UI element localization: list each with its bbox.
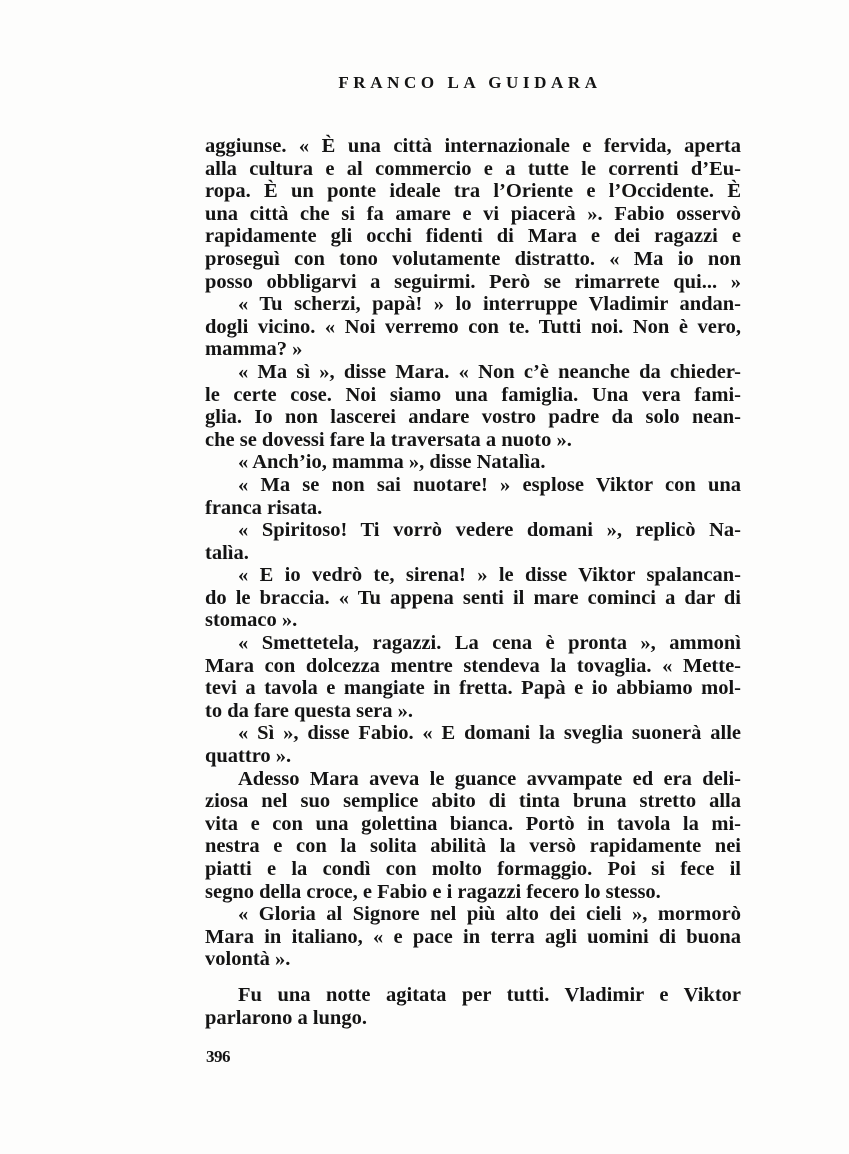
text-line: nestra e con la solita abilità la versò rapidamente nei <box>205 835 741 858</box>
text-line: to da fare questa sera ». <box>205 699 414 722</box>
text-line: parlarono a lungo. <box>205 1006 367 1029</box>
text-line: Adesso Mara aveva le guance avvampate ed era deli- <box>238 767 741 790</box>
text-line: una città che si fa amare e vi piacerà ». Fabio osservò <box>205 202 741 225</box>
text-line: « Gloria al Signore nel più alto dei cieli », mormorò <box>238 903 741 926</box>
text-line: « Anch’io, mamma », disse Natalìa. <box>238 451 546 474</box>
text-line: che se dovessi fare la traversata a nuoto ». <box>205 428 572 451</box>
text-line: volontà ». <box>205 948 291 971</box>
page-number: 396 <box>206 1047 230 1066</box>
text-line: « Sì », disse Fabio. « E domani la sveglia suonerà alle <box>238 722 741 745</box>
text-line: do le braccia. « Tu appena senti il mare cominci a dar di <box>205 586 741 609</box>
running-head: FRANCO LA GUIDARA <box>338 73 602 92</box>
text-line: « Ma sì », disse Mara. « Non c’è neanche da chieder- <box>238 360 741 383</box>
text-line: ziosa nel suo semplice abito di tinta bruna stretto alla <box>205 790 741 813</box>
text-line: segno della croce, e Fabio e i ragazzi fecero lo stesso. <box>205 880 661 903</box>
text-line: le certe cose. Noi siamo una famiglia. Una vera fami- <box>205 383 741 406</box>
text-line: talìa. <box>205 541 249 564</box>
text-line: aggiunse. « È una città internazionale e fervida, aperta <box>205 135 741 157</box>
text-line: Fu una notte agitata per tutti. Vladimir e Viktor <box>238 983 741 1006</box>
text-line: alla cultura e al commercio e a tutte le correnti d’Eu- <box>205 157 741 180</box>
text-line: proseguì con tono volutamente distratto. « Ma io non <box>205 247 741 270</box>
text-line: stomaco ». <box>205 609 298 632</box>
text-line: piatti e la condì con molto formaggio. Poi si fece il <box>205 858 741 880</box>
text-line: ropa. È un ponte ideale tra l’Oriente e l’Occidente. È <box>205 180 741 203</box>
text-line: Mara con dolcezza mentre stendeva la tovaglia. « Mette- <box>205 654 741 677</box>
body-text <box>205 135 741 1029</box>
text-line: Mara in italiano, « e pace in terra agli uomini di buona <box>205 925 741 948</box>
text-line: tevi a tavola e mangiate in fretta. Papà e io abbiamo mol- <box>205 677 741 700</box>
text-line: « Spiritoso! Ti vorrò vedere domani », replicò Na- <box>238 519 741 542</box>
text-line: vita e con una golettina bianca. Portò in tavola la mi- <box>205 812 741 835</box>
text-line: « Tu scherzi, papà! » lo interruppe Vladimir andan- <box>238 293 741 316</box>
text-line: « Smettetela, ragazzi. La cena è pronta », ammonì <box>238 632 741 655</box>
text-line: posso obbligarvi a seguirmi. Però se rimarrete qui... » <box>205 270 741 293</box>
text-line: mamma? » <box>205 338 303 361</box>
text-line: franca risata. <box>205 496 323 519</box>
text-line: dogli vicino. « Noi verremo con te. Tutti noi. Non è vero, <box>205 315 741 338</box>
text-line: quattro ». <box>205 745 292 768</box>
text-line: « E io vedrò te, sirena! » le disse Viktor spalancan- <box>238 564 741 587</box>
text-line: « Ma se non sai nuotare! » esplose Viktor con una <box>238 473 741 496</box>
section-break <box>205 971 741 984</box>
text-line: glia. Io non lascerei andare vostro padre da solo nean- <box>205 406 741 429</box>
text-line: rapidamente gli occhi fidenti di Mara e dei ragazzi e <box>205 225 741 248</box>
